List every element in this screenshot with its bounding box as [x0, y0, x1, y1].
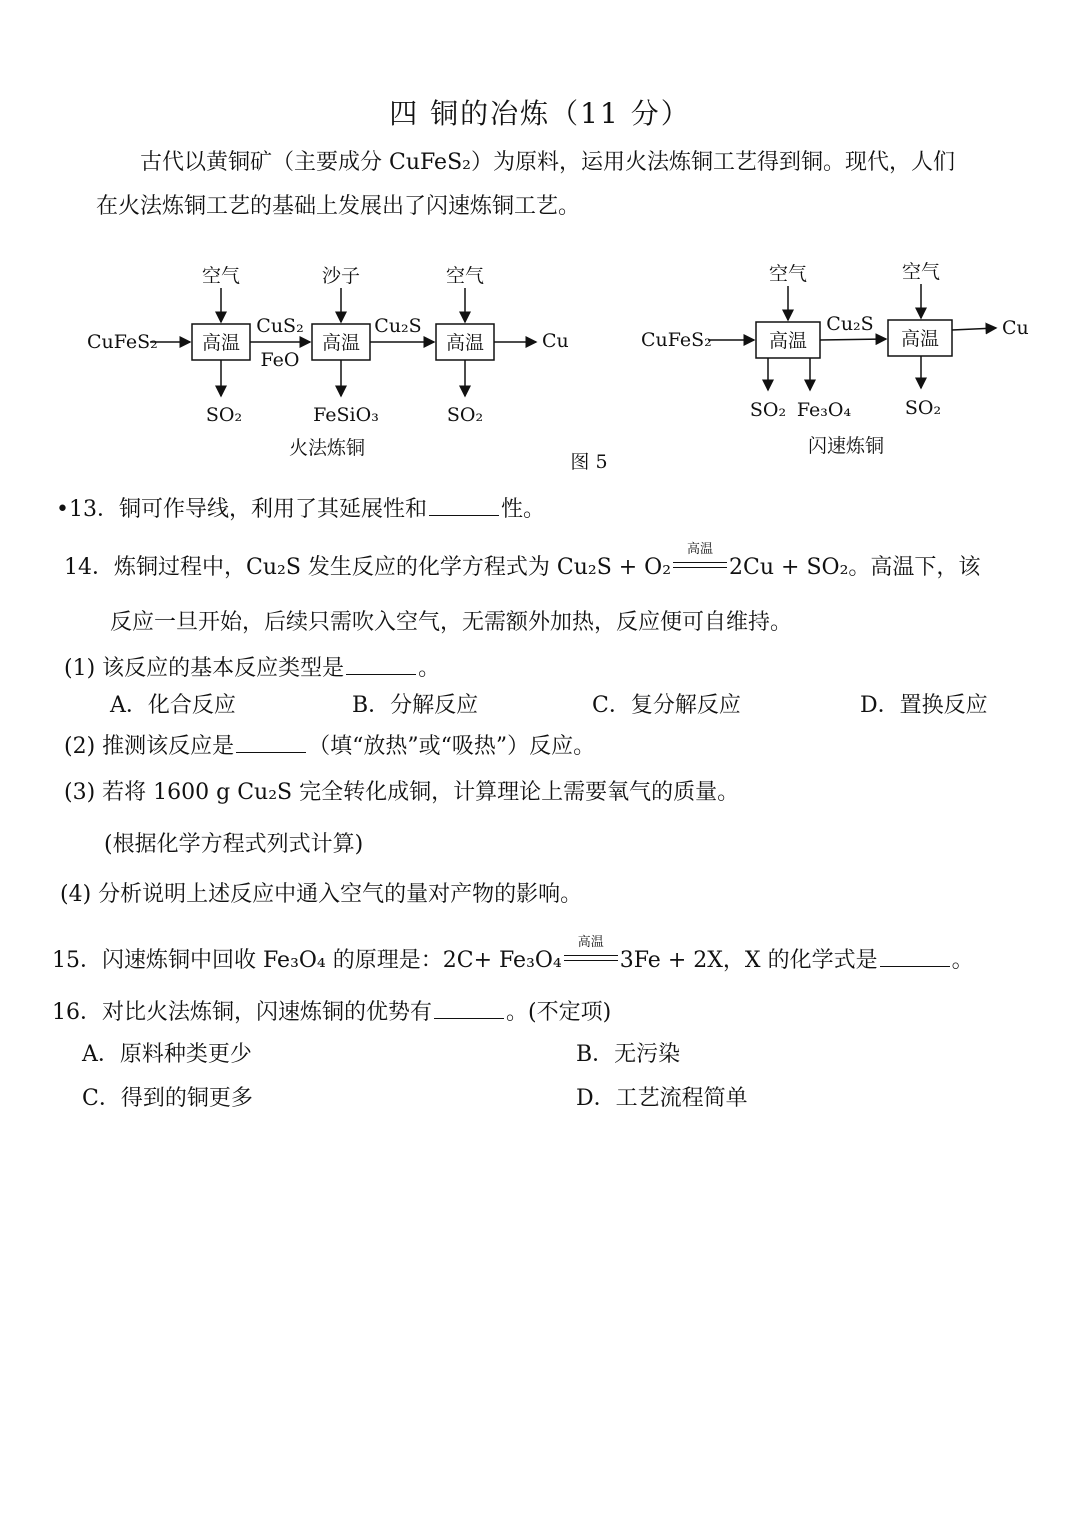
fire-output-3: SO₂ [446, 404, 484, 426]
flash-output-3: SO₂ [904, 397, 942, 419]
q14-part-2 [64, 734, 595, 758]
flash-product: Cu [1002, 317, 1029, 339]
flash-output-2: Fe₃O₄ [796, 399, 852, 421]
q14-stem [64, 542, 981, 580]
fire-input-3: 空气 [445, 265, 485, 287]
flash-box-1-label: 高温 [768, 330, 808, 352]
q16-option-b[interactable]: B．无污染 [576, 1042, 681, 1067]
fire-box-3-label: 高温 [445, 332, 485, 354]
q14-p1-text: (1) 该反应的基本反应类型是 [64, 656, 345, 681]
q14-p2-text: (2) 推测该反应是 [64, 734, 235, 759]
figure-caption: 图 5 [570, 451, 608, 473]
flash-box-2-label: 高温 [900, 328, 940, 350]
q14-option-b[interactable]: B．分解反应 [352, 693, 479, 718]
q14-p2-end: （填“放热”或“吸热”）反应。 [308, 734, 596, 759]
q14-p2-blank[interactable] [236, 734, 306, 753]
fire-label: 火法炼铜 [288, 437, 366, 459]
q14-option-d[interactable]: D．置换反应 [860, 693, 988, 718]
flash-input-1: 空气 [768, 263, 808, 285]
fire-input-2: 沙子 [321, 265, 361, 287]
q15 [52, 935, 974, 973]
q16 [52, 1000, 611, 1024]
q14-part-4: (4) 分析说明上述反应中通入空气的量对产物的影响。 [60, 882, 583, 907]
q16-option-a[interactable]: A．原料种类更少 [82, 1042, 252, 1067]
flash-arrow-out [952, 328, 996, 330]
q16-option-c[interactable]: C．得到的铜更多 [82, 1086, 253, 1111]
fire-box-2-label: 高温 [321, 332, 361, 354]
q16-pre: 16．对比火法炼铜，闪速炼铜的优势有 [52, 1000, 432, 1025]
q14-p1-blank[interactable] [346, 656, 416, 675]
flash-output-1: SO₂ [749, 399, 787, 421]
q14-option-a[interactable]: A．化合反应 [110, 693, 236, 718]
flash-mid-top: Cu₂S [826, 313, 874, 335]
q13 [56, 497, 545, 521]
q14-part-1 [64, 656, 440, 680]
q14-stem-line-2: 反应一旦开始，后续只需吹入空气，无需额外加热，反应便可自维持。 [110, 610, 793, 635]
q14-part-3: (3) 若将 1600 g Cu₂S 完全转化成铜，计算理论上需要氧气的质量。 [64, 780, 740, 805]
flash-label: 闪速炼铜 [807, 435, 885, 457]
q16-post: 。(不定项) [506, 1000, 612, 1025]
fire-output-2: FeSiO₃ [313, 404, 379, 426]
q13-text: •13．铜可作导线，利用了其延展性和 [56, 497, 427, 522]
fire-product: Cu [542, 330, 569, 352]
fire-mid2-top: Cu₂S [374, 315, 422, 337]
fire-mid1-top: CuS₂ [256, 315, 304, 337]
q14-stem-post: 2Cu + SO₂。高温下，该 [729, 555, 981, 580]
q13-blank[interactable] [429, 497, 499, 516]
reaction-condition: 高温 [687, 542, 714, 557]
q15-pre: 15．闪速炼铜中回收 Fe₃O₄ 的原理是：2C+ Fe₃O₄ [52, 948, 562, 973]
flash-arrow-1-2 [820, 339, 886, 340]
fire-input-1: 空气 [201, 265, 241, 287]
q14-part-3-note: (根据化学方程式列式计算) [104, 832, 364, 857]
q14-option-c[interactable]: C．复分解反应 [592, 693, 741, 718]
q16-blank[interactable] [434, 1000, 504, 1019]
intro-line-1: 古代以黄铜矿（主要成分 CuFeS₂）为原料，运用火法炼铜工艺得到铜。现代，人们 [140, 150, 955, 175]
fire-box-1-label: 高温 [201, 332, 241, 354]
reaction-condition-arrow [671, 542, 729, 579]
figure-5-diagram [0, 250, 1080, 480]
q15-end: 。 [951, 948, 974, 973]
flash-input-2: 空气 [901, 261, 941, 283]
fire-output-1: SO₂ [205, 404, 243, 426]
q15-post: 3Fe + 2X，X 的化学式是 [619, 948, 878, 973]
fire-mid1-bottom: FeO [260, 349, 300, 371]
fire-start-label: CuFeS₂ [87, 331, 158, 353]
q13-text-end: 性。 [500, 497, 545, 522]
flash-start-label: CuFeS₂ [641, 329, 712, 351]
section-title: 四 铜的冶炼（11 分） [389, 97, 691, 130]
q15-condition: 高温 [577, 935, 604, 950]
intro-line-2: 在火法炼铜工艺的基础上发展出了闪速炼铜工艺。 [96, 194, 581, 219]
q16-option-d[interactable]: D．工艺流程简单 [576, 1086, 748, 1111]
q14-p1-end: 。 [418, 656, 441, 681]
q14-stem-pre: 14．炼铜过程中，Cu₂S 发生反应的化学方程式为 Cu₂S + O₂ [64, 555, 672, 580]
q15-blank[interactable] [880, 948, 950, 967]
q15-condition-arrow [562, 935, 620, 972]
